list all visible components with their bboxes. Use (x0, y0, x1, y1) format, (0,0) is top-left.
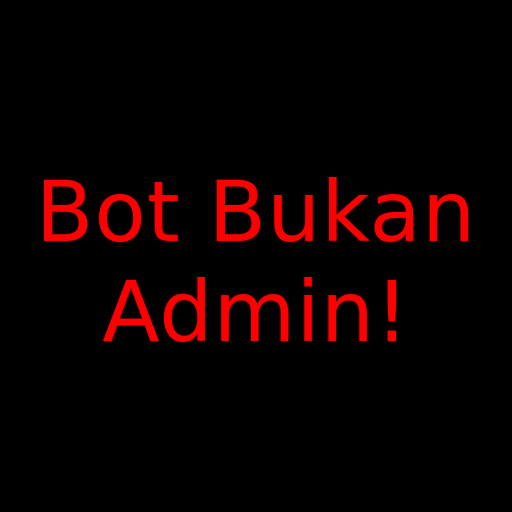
message-line-1: Bot Bukan (35, 163, 477, 261)
message-line-2: Admin! (102, 263, 410, 361)
